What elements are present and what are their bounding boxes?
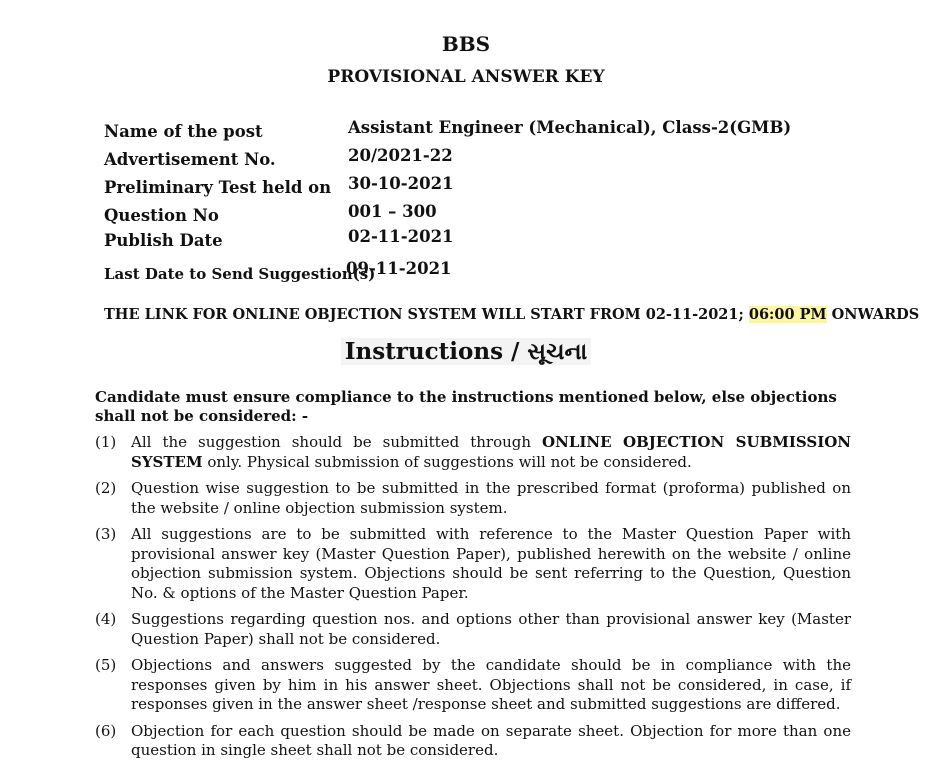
- notice-prefix: THE LINK FOR ONLINE OBJECTION SYSTEM WILL START FROM 02-11-2021;: [104, 306, 749, 323]
- instructions-intro: Candidate must ensure compliance to the instructions mentioned below, else objections shall not be considered: -: [95, 388, 837, 425]
- detail-label: Question No: [104, 206, 219, 225]
- instruction-text: [131, 433, 851, 471]
- instructions-list: [95, 433, 851, 768]
- instruction-text: Objection for each question should be made on separate sheet. Objection for more than one question in single sheet shall not be considered.: [131, 721, 851, 759]
- instruction-text: Objections and answers suggested by the candidate should be in compliance with the responses given by him in his answer sheet. Objections shall not be considered, in case, if responses given in the answer sheet /response sheet and submitted suggestions are differed.: [131, 656, 851, 713]
- exam-details: [104, 118, 864, 287]
- instruction-emphasis: ONLINE OBJECTION SUBMISSION SYSTEM: [131, 433, 851, 471]
- document-title: PROVISIONAL ANSWER KEY: [327, 67, 605, 87]
- detail-value: 09-11-2021: [346, 259, 452, 278]
- instruction-item: [95, 479, 851, 518]
- instruction-number: (4): [95, 610, 117, 628]
- notice-suffix: ONWARDS: [826, 306, 920, 323]
- instruction-item: [95, 610, 851, 649]
- instruction-text: All suggestions are to be submitted with reference to the Master Question Paper with provisional answer key (Master Question Paper), published herewith on the website / online objection submission system. Objections should be sent referring to the Question, Question No. & options of the Master Question Paper.: [131, 525, 851, 602]
- instruction-text-part: All the suggestion should be submitted through: [131, 433, 543, 451]
- instruction-text-part: only. Physical submission of suggestions will not be considered.: [202, 452, 692, 471]
- instruction-item: [95, 656, 851, 715]
- instruction-text: Suggestions regarding question nos. and options other than provisional answer key (Master Question Paper) shall not be considered.: [131, 610, 851, 648]
- instruction-number: (6): [95, 721, 117, 740]
- instruction-item: [95, 433, 851, 472]
- detail-row-advertisement: [104, 146, 864, 174]
- detail-label: Preliminary Test held on: [104, 178, 332, 197]
- detail-row-post: [104, 118, 864, 146]
- detail-row-publish-date: [104, 227, 864, 259]
- instructions-heading-text: Instructions / સૂચના: [341, 338, 592, 365]
- notice-highlighted-time: 06:00 PM: [748, 306, 827, 323]
- detail-row-test-date: [104, 174, 864, 202]
- instruction-number: (5): [95, 656, 117, 674]
- detail-label: Last Date to Send Suggestion(s): [104, 265, 376, 283]
- instruction-item: [95, 525, 851, 603]
- detail-row-last-date: [104, 259, 864, 287]
- instructions-heading: [0, 338, 932, 365]
- detail-value: Assistant Engineer (Mechanical), Class-2(GMB): [348, 118, 792, 137]
- instruction-number: (2): [95, 479, 117, 497]
- organization-name: BBS: [441, 32, 491, 56]
- objection-link-notice: [104, 306, 919, 323]
- detail-label: Publish Date: [104, 231, 223, 250]
- instruction-number: (1): [95, 433, 117, 451]
- instruction-text: Question wise suggestion to be submitted in the prescribed format (proforma) published on the website / online objection submission system.: [131, 479, 851, 517]
- detail-label: Name of the post: [104, 122, 263, 141]
- instruction-item: [95, 722, 851, 761]
- detail-value: 30-10-2021: [348, 174, 454, 193]
- instruction-number: (3): [95, 525, 117, 543]
- detail-row-question-no: [104, 202, 864, 227]
- detail-value: 20/2021-22: [348, 146, 453, 165]
- detail-value: 001 – 300: [348, 202, 437, 221]
- detail-value: 02-11-2021: [348, 227, 454, 246]
- detail-label: Advertisement No.: [104, 150, 276, 169]
